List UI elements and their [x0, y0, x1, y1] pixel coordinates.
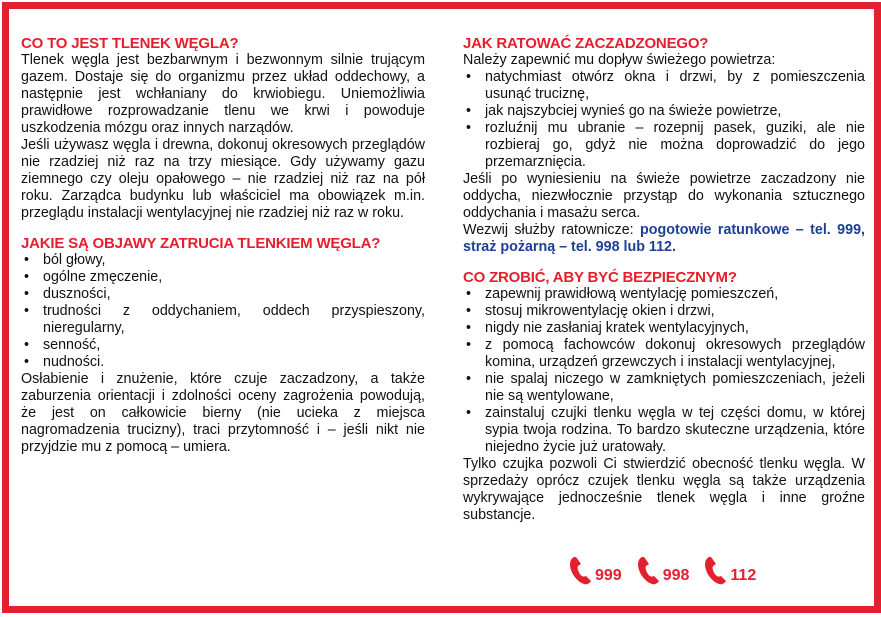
paragraph-detector: Tylko czujka pozwoli Ci stwierdzić obecność tlenku węgla. W sprzedaży oprócz czujek tlenku węgla są także urządzenia wykrywające jednocześnie tlenek węgla i inne groźne substancje.: [463, 456, 865, 523]
list-item: • duszności,: [24, 286, 111, 302]
heading-how-to-be-safe: CO ZROBIĆ, ABY BYĆ BEZPIECZNYM?: [463, 269, 737, 286]
list-item: • senność,: [24, 337, 101, 353]
left-column: [21, 35, 425, 456]
right-column: [463, 35, 865, 524]
list-item: • z pomocą fachowców dokonuj okresowych przeglądów komina, urządzeń grzewczych i instalacji wentylacyjnej,: [466, 337, 865, 370]
phone-112: 112: [703, 555, 756, 585]
paragraph-inspections: Jeśli używasz węgla i drewna, dokonuj okresowych przeglądów nie rzadziej niż raz na trzy miesiące. Gdy używamy gazu ziemnego czy oleju opałowego – nie rzadziej niż raz na pół roku. Zarządca budynku lub właściciel ma obowiązek m.in. przeglądu instalacji wentylacyjnej nie rzadziej niż raz w roku.: [21, 137, 425, 221]
symptoms-list: [21, 252, 425, 371]
list-item: • trudności z oddychaniem, oddech przyspieszony, nieregularny,: [24, 303, 425, 336]
list-item: • nudności.: [24, 354, 105, 370]
paragraph-weakness: Osłabienie i znużenie, które czuje zaczadzony, a także zaburzenia orientacji i zdolności oceny zagrożenia powodują, że jest on całkowicie bierny (nie ucieka z miejsca nagromadzenia trucizny), traci przytomność i – jeśli nikt nie przyjdzie mu z pomocą – umiera.: [21, 371, 425, 455]
paragraph-co-description: Tlenek węgla jest bezbarwnym i bezwonnym silnie trującym gazem. Dostaje się do organizmu przez układ oddechowy, a następnie jest wchłaniany do krwiobiegu. Uniemożliwia prawidłowe rozprowadzanie tlenu we krwi i powoduje uszkodzenia mózgu oraz innych narządów.: [21, 52, 425, 136]
heading-symptoms: JAKIE SĄ OBJAWY ZATRUCIA TLENKIEM WĘGLA?: [21, 235, 381, 252]
phone-handset-icon: [703, 555, 729, 585]
list-item: • ból głowy,: [24, 252, 106, 268]
phone-998: 998: [636, 555, 690, 585]
paragraph-emergency-call: Wezwij służby ratownicze: pogotowie ratunkowe – tel. 999, straż pożarną – tel. 998 lub 112.: [463, 222, 866, 255]
list-item: • zainstaluj czujki tlenku węgla w tej części domu, w której sypia twoja rodzina. To bardzo skuteczne urządzenia, które niejedno życie już uratowały.: [466, 405, 865, 455]
emergency-phones: [568, 555, 756, 585]
list-item: • zapewnij prawidłową wentylację pomieszczeń,: [466, 286, 779, 302]
leaflet-frame: [2, 2, 881, 613]
heading-how-to-rescue: JAK RATOWAĆ ZACZADZONEGO?: [463, 35, 709, 52]
list-item: • nigdy nie zasłaniaj kratek wentylacyjnych,: [466, 320, 749, 336]
list-item: • nie spalaj niczego w zamkniętych pomieszczeniach, jeżeli nie są wentylowane,: [466, 371, 865, 404]
emergency-numbers: pogotowie ratunkowe – tel. 999, straż pożarną – tel. 998 lub 112.: [463, 222, 866, 255]
phone-handset-icon: [568, 555, 594, 585]
list-item: • rozluźnij mu ubranie – rozepnij pasek, guziki, ale nie rozbieraj go, gdyż nie można doprowadzić do jego przemarznięcia.: [466, 120, 865, 170]
list-item: • natychmiast otwórz okna i drzwi, by z pomieszczenia usunąć truciznę,: [466, 69, 865, 102]
list-item: • jak najszybciej wynieś go na świeże powietrze,: [466, 103, 782, 119]
heading-what-is-co: CO TO JEST TLENEK WĘGLA?: [21, 35, 239, 52]
list-item: • ogólne zmęczenie,: [24, 269, 163, 285]
safety-tips-list: [463, 286, 865, 456]
rescue-steps-list: [463, 69, 865, 171]
paragraph-cpr: Jeśli po wyniesieniu na świeże powietrze zaczadzony nie oddycha, niezwłocznie przystąp do wykonania sztucznego oddychania i masażu serca.: [463, 171, 865, 221]
phone-handset-icon: [636, 555, 662, 585]
list-item: • stosuj mikrowentylację okien i drzwi,: [466, 303, 715, 319]
phone-999: 999: [568, 555, 622, 585]
paragraph-fresh-air: Należy zapewnić mu dopływ świeżego powietrza:: [463, 52, 776, 68]
